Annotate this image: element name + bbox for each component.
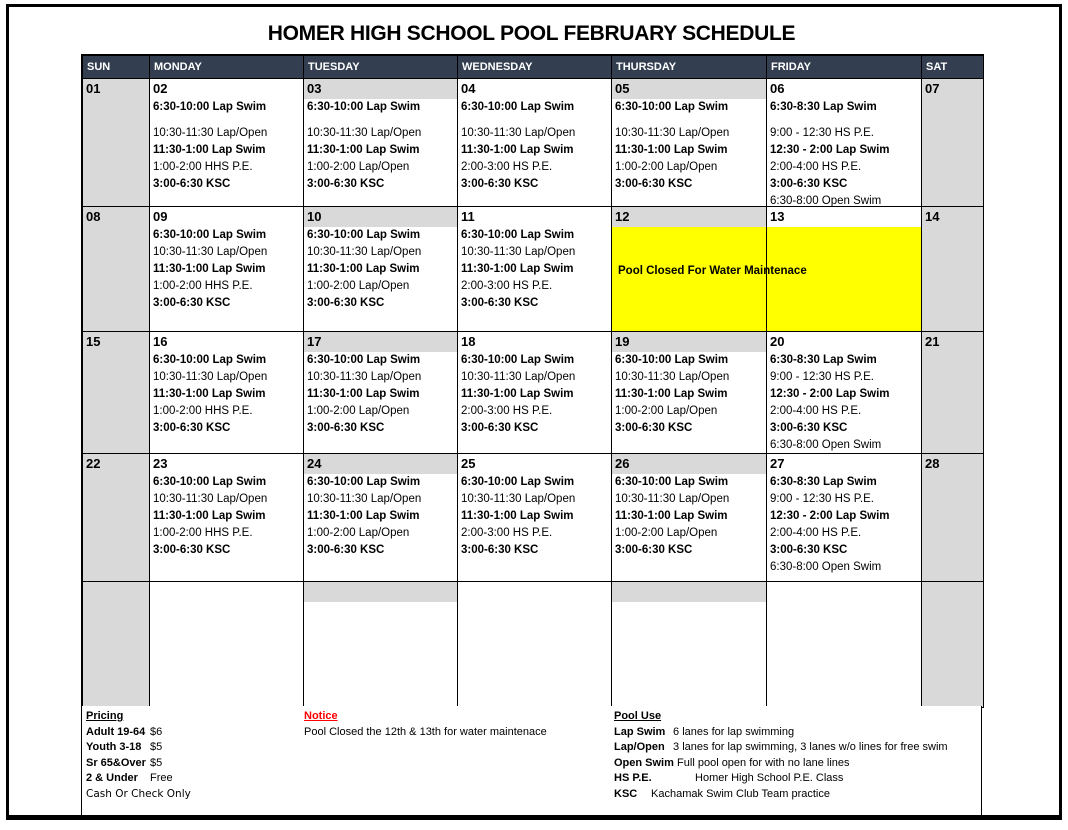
pricing-value: $5 — [150, 741, 163, 753]
schedule-line: 11:30-1:00 Lap Swim — [461, 263, 574, 275]
calendar-cell-14 — [922, 207, 984, 332]
calendar-cell-27 — [767, 454, 922, 582]
day-header-thursday: THURSDAY — [612, 56, 767, 79]
calendar-cell-28 — [922, 454, 984, 582]
schedule-line: 1:00-2:00 Lap/Open — [307, 527, 410, 539]
schedule-line: 9:00 - 12:30 HS P.E. — [770, 493, 874, 505]
cell-body — [83, 99, 149, 206]
cell-body — [767, 602, 921, 707]
day-number — [458, 582, 611, 602]
pool-use-label: HS P.E. — [614, 772, 652, 784]
calendar-cell-23 — [150, 454, 304, 582]
schedule-line: 10:30-11:30 Lap/Open — [461, 246, 576, 258]
pricing-header: Pricing — [86, 710, 124, 722]
schedule-line: 6:30-10:00 Lap Swim — [307, 101, 421, 113]
pricing-label: Sr 65&Over — [86, 756, 146, 769]
pool-use-description: Full pool open for with no lane lines — [674, 756, 850, 769]
day-number — [83, 582, 149, 602]
schedule-line: 10:30-11:30 Lap/Open — [153, 246, 268, 258]
schedule-line: 6:30-8:00 Open Swim — [770, 439, 882, 451]
pool-use-description: 6 lanes for lap swimming — [670, 725, 795, 738]
day-number: 25 — [461, 456, 476, 471]
day-number: 07 — [925, 81, 940, 96]
day-header-sun: SUN — [83, 56, 150, 79]
cell-body — [83, 602, 149, 707]
day-number: 09 — [153, 209, 168, 224]
calendar-cell-07 — [922, 79, 984, 207]
schedule-line: 10:30-11:30 Lap/Open — [615, 493, 730, 505]
schedule-line: 1:00-2:00 HHS P.E. — [153, 405, 253, 417]
day-number — [612, 582, 766, 602]
calendar-cell-11 — [458, 207, 612, 332]
schedule-line: 6:30-10:00 Lap Swim — [153, 354, 267, 366]
day-number: 24 — [304, 454, 457, 474]
schedule-line: 6:30-10:00 Lap Swim — [615, 476, 729, 488]
schedule-line: 10:30-11:30 Lap/Open — [153, 371, 268, 383]
pool-use-description: Homer High School P.E. Class — [692, 772, 844, 784]
schedule-line: 11:30-1:00 Lap Swim — [615, 388, 728, 400]
schedule-line: 6:30-10:00 Lap Swim — [153, 101, 267, 113]
day-header-tuesday: TUESDAY — [304, 56, 458, 79]
schedule-line: 3:00-6:30 KSC — [153, 544, 231, 556]
cell-body — [458, 602, 611, 707]
schedule-line: 3:00-6:30 KSC — [153, 178, 231, 190]
day-header-wednesday: WEDNESDAY — [458, 56, 612, 79]
pool-use-row — [614, 740, 948, 756]
pool-use-description: 3 lanes for lap swimming, 3 lanes w/o lines for free swim — [670, 741, 948, 753]
day-number: 20 — [770, 334, 785, 349]
schedule-line: 11:30-1:00 Lap Swim — [307, 510, 420, 522]
schedule-line: 2:00-3:00 HS P.E. — [461, 280, 553, 292]
schedule-line: 3:00-6:30 KSC — [461, 544, 539, 556]
day-number: 11 — [461, 209, 475, 224]
calendar-cell-empty — [458, 582, 612, 708]
day-number: 19 — [612, 332, 766, 352]
calendar-cell-24 — [304, 454, 458, 582]
schedule-line: 9:00 - 12:30 HS P.E. — [770, 371, 874, 383]
calendar-cell-empty — [83, 582, 150, 708]
pricing-row — [86, 756, 191, 772]
day-header-sat: SAT — [922, 56, 984, 79]
schedule-line: 1:00-2:00 Lap/Open — [307, 161, 410, 173]
calendar-cell-empty — [304, 582, 458, 708]
schedule-line: 11:30-1:00 Lap Swim — [307, 263, 420, 275]
schedule-line: 6:30-10:00 Lap Swim — [153, 229, 267, 241]
schedule-line: 11:30-1:00 Lap Swim — [153, 388, 266, 400]
schedule-line: 11:30-1:00 Lap Swim — [461, 388, 574, 400]
schedule-line: 6:30-10:00 Lap Swim — [615, 354, 729, 366]
day-number: 21 — [925, 334, 940, 349]
cell-body — [304, 474, 457, 581]
calendar-cell-06 — [767, 79, 922, 207]
cell-body — [612, 352, 766, 453]
calendar-cell-empty — [767, 582, 922, 708]
cell-body — [767, 352, 921, 453]
schedule-line: 2:00-4:00 HS P.E. — [770, 161, 862, 173]
calendar-cell-20 — [767, 332, 922, 454]
schedule-line: 11:30-1:00 Lap Swim — [153, 144, 266, 156]
pricing-value: $6 — [150, 725, 163, 738]
calendar-cell-05 — [612, 79, 767, 207]
cell-body — [922, 99, 983, 206]
schedule-line: 10:30-11:30 Lap/Open — [461, 493, 576, 505]
calendar-cell-08 — [83, 207, 150, 332]
schedule-line: 3:00-6:30 KSC — [307, 544, 385, 556]
day-header-friday: FRIDAY — [767, 56, 922, 79]
day-number — [150, 582, 303, 602]
pricing-section — [86, 709, 191, 802]
day-number: 22 — [86, 456, 101, 471]
schedule-line: 6:30-8:30 Lap Swim — [770, 354, 877, 366]
calendar-cell-10 — [304, 207, 458, 332]
schedule-line: 1:00-2:00 HHS P.E. — [153, 527, 253, 539]
schedule-line: 10:30-11:30 Lap/Open — [307, 371, 422, 383]
day-number: 02 — [153, 81, 168, 96]
pricing-value: $5 — [150, 756, 163, 769]
day-number: 16 — [153, 334, 168, 349]
cell-body — [922, 352, 983, 453]
pool-use-row — [614, 725, 948, 741]
cell-body — [767, 474, 921, 581]
schedule-line: 3:00-6:30 KSC — [461, 178, 539, 190]
pool-use-label: Lap Swim — [614, 725, 666, 738]
pricing-label: Youth 3-18 — [86, 741, 142, 753]
schedule-line: 11:30-1:00 Lap Swim — [461, 510, 574, 522]
day-number: 18 — [461, 334, 476, 349]
day-number — [922, 582, 983, 602]
day-number: 14 — [925, 209, 940, 224]
day-number: 01 — [86, 81, 101, 96]
day-number: 15 — [86, 334, 101, 349]
schedule-line: 3:00-6:30 KSC — [770, 178, 848, 190]
notice-text: Pool Closed the 12th & 13th for water maintenace — [304, 725, 547, 738]
schedule-line: 6:30-10:00 Lap Swim — [615, 101, 729, 113]
day-number: 03 — [304, 79, 457, 99]
schedule-line: 12:30 - 2:00 Lap Swim — [770, 510, 890, 522]
day-number: 05 — [612, 79, 766, 99]
schedule-line: 6:30-10:00 Lap Swim — [307, 229, 421, 241]
cell-body — [612, 99, 766, 206]
calendar-cell-15 — [83, 332, 150, 454]
schedule-line: 6:30-10:00 Lap Swim — [461, 229, 575, 241]
schedule-line: 2:00-3:00 HS P.E. — [461, 161, 553, 173]
calendar-cell-09 — [150, 207, 304, 332]
cell-body — [304, 602, 457, 707]
schedule-line: 1:00-2:00 Lap/Open — [307, 280, 410, 292]
cell-body — [304, 227, 457, 331]
calendar-cell-empty — [150, 582, 304, 708]
calendar-cell-25 — [458, 454, 612, 582]
schedule-line: 2:00-3:00 HS P.E. — [461, 527, 553, 539]
schedule-line: 6:30-10:00 Lap Swim — [461, 101, 575, 113]
calendar-cell-empty — [922, 582, 984, 708]
schedule-line: 3:00-6:30 KSC — [615, 544, 693, 556]
schedule-line: 1:00-2:00 Lap/Open — [615, 527, 718, 539]
schedule-line: 3:00-6:30 KSC — [461, 422, 539, 434]
schedule-line: 2:00-4:00 HS P.E. — [770, 405, 862, 417]
cell-body — [767, 227, 921, 331]
cell-body — [458, 227, 611, 331]
schedule-line: 6:30-10:00 Lap Swim — [461, 476, 575, 488]
cell-body — [150, 602, 303, 707]
schedule-line: 3:00-6:30 KSC — [153, 297, 231, 309]
schedule-line: 6:30-10:00 Lap Swim — [307, 354, 421, 366]
schedule-line: 6:30-8:00 Open Swim — [770, 561, 882, 573]
schedule-line: 1:00-2:00 HHS P.E. — [153, 280, 253, 292]
schedule-line: 10:30-11:30 Lap/Open — [461, 127, 576, 139]
schedule-line: 11:30-1:00 Lap Swim — [307, 144, 420, 156]
schedule-line: 1:00-2:00 Lap/Open — [615, 405, 718, 417]
pool-closed-banner-text: Pool Closed For Water Maintenace — [618, 265, 807, 277]
pool-use-header: Pool Use — [614, 710, 662, 722]
schedule-line: 11:30-1:00 Lap Swim — [461, 144, 574, 156]
calendar-cell-04 — [458, 79, 612, 207]
pool-use-label: Open Swim — [614, 756, 674, 769]
schedule-line: 11:30-1:00 Lap Swim — [153, 263, 266, 275]
schedule-line: 6:30-8:00 Open Swim — [770, 195, 882, 207]
cell-body — [150, 227, 303, 331]
day-number: 17 — [304, 332, 457, 352]
schedule-line: 3:00-6:30 KSC — [615, 422, 693, 434]
pool-use-section — [614, 709, 948, 802]
schedule-line: 3:00-6:30 KSC — [770, 422, 848, 434]
schedule-line: 1:00-2:00 Lap/Open — [615, 161, 718, 173]
day-number: 04 — [461, 81, 476, 96]
schedule-line: 1:00-2:00 Lap/Open — [307, 405, 410, 417]
pool-use-row — [614, 771, 948, 787]
pricing-footer: Cash Or Check Only — [86, 787, 191, 800]
pricing-row — [86, 740, 191, 756]
legend-box — [81, 706, 982, 816]
calendar-cell-17 — [304, 332, 458, 454]
pricing-label: 2 & Under — [86, 772, 138, 784]
cell-body — [612, 474, 766, 581]
page-title: HOMER HIGH SCHOOL POOL FEBRUARY SCHEDULE — [267, 22, 796, 45]
calendar-cell-02 — [150, 79, 304, 207]
schedule-line: 11:30-1:00 Lap Swim — [153, 510, 266, 522]
cell-body — [922, 227, 983, 331]
cell-body — [612, 602, 766, 707]
schedule-line: 10:30-11:30 Lap/Open — [615, 127, 730, 139]
cell-body — [83, 352, 149, 453]
cell-body — [458, 352, 611, 453]
schedule-line: 1:00-2:00 HHS P.E. — [153, 161, 253, 173]
calendar-cell-21 — [922, 332, 984, 454]
schedule-line: 10:30-11:30 Lap/Open — [307, 493, 422, 505]
schedule-line: 10:30-11:30 Lap/Open — [153, 127, 268, 139]
calendar-cell-01 — [83, 79, 150, 207]
calendar-cell-22 — [83, 454, 150, 582]
cell-body — [304, 352, 457, 453]
calendar-cell-18 — [458, 332, 612, 454]
schedule-line: 10:30-11:30 Lap/Open — [461, 371, 576, 383]
schedule-line: 11:30-1:00 Lap Swim — [615, 144, 728, 156]
schedule-line: 9:00 - 12:30 HS P.E. — [770, 127, 874, 139]
pool-use-label: KSC — [614, 787, 638, 800]
schedule-line: 2:00-3:00 HS P.E. — [461, 405, 553, 417]
pricing-row — [86, 771, 191, 787]
schedule-line: 12:30 - 2:00 Lap Swim — [770, 144, 890, 156]
schedule-line: 6:30-8:30 Lap Swim — [770, 476, 877, 488]
day-number: 27 — [770, 456, 785, 471]
schedule-line: 6:30-10:00 Lap Swim — [461, 354, 575, 366]
schedule-line: 3:00-6:30 KSC — [307, 178, 385, 190]
schedule-line: 6:30-10:00 Lap Swim — [307, 476, 421, 488]
schedule-line: 3:00-6:30 KSC — [307, 422, 385, 434]
pricing-row — [86, 725, 191, 741]
schedule-line: 3:00-6:30 KSC — [153, 422, 231, 434]
cell-body — [150, 99, 303, 206]
calendar-cell-26 — [612, 454, 767, 582]
cell-body — [83, 474, 149, 581]
pricing-value: Free — [150, 772, 173, 784]
cell-body — [767, 99, 921, 206]
schedule-line: 10:30-11:30 Lap/Open — [307, 127, 422, 139]
cell-body — [922, 602, 983, 707]
schedule-line: 3:00-6:30 KSC — [307, 297, 385, 309]
schedule-line: 10:30-11:30 Lap/Open — [307, 246, 422, 258]
calendar-grid — [81, 54, 984, 708]
pricing-label: Adult 19-64 — [86, 725, 146, 738]
day-number: 08 — [86, 209, 101, 224]
pool-use-row — [614, 756, 948, 772]
calendar-cell-empty — [612, 582, 767, 708]
day-number: 06 — [770, 81, 785, 96]
day-number: 12 — [612, 207, 766, 227]
schedule-line: 12:30 - 2:00 Lap Swim — [770, 388, 890, 400]
pool-use-description: Kachamak Swim Club Team practice — [648, 787, 830, 800]
schedule-line: 3:00-6:30 KSC — [770, 544, 848, 556]
schedule-line: 6:30-10:00 Lap Swim — [153, 476, 267, 488]
calendar-cell-16 — [150, 332, 304, 454]
schedule-line: 6:30-8:30 Lap Swim — [770, 101, 877, 113]
day-number: 23 — [153, 456, 168, 471]
cell-body — [612, 227, 807, 331]
day-number — [767, 582, 921, 602]
schedule-line: 3:00-6:30 KSC — [461, 297, 539, 309]
day-header-monday: MONDAY — [150, 56, 304, 79]
pool-use-label: Lap/Open — [614, 741, 665, 753]
day-number: 10 — [304, 207, 457, 227]
cell-body — [150, 352, 303, 453]
cell-body — [458, 99, 611, 206]
cell-body — [458, 474, 611, 581]
calendar-cell-19 — [612, 332, 767, 454]
pool-use-row — [614, 787, 948, 803]
day-number: 26 — [612, 454, 766, 474]
cell-body — [922, 474, 983, 581]
day-number: 28 — [925, 456, 940, 471]
schedule-line: 11:30-1:00 Lap Swim — [615, 510, 728, 522]
pricing-rows — [86, 725, 191, 787]
calendar-cell-03 — [304, 79, 458, 207]
notice-header: Notice — [304, 710, 338, 722]
schedule-line: 2:00-4:00 HS P.E. — [770, 527, 862, 539]
schedule-line: 10:30-11:30 Lap/Open — [153, 493, 268, 505]
day-number — [304, 582, 457, 602]
schedule-line: 11:30-1:00 Lap Swim — [307, 388, 420, 400]
cell-body — [150, 474, 303, 581]
cell-body — [83, 227, 149, 331]
cell-body — [304, 99, 457, 206]
schedule-line: 10:30-11:30 Lap/Open — [615, 371, 730, 383]
notice-section — [304, 709, 547, 740]
schedule-line: 3:00-6:30 KSC — [615, 178, 693, 190]
day-number: 13 — [770, 209, 785, 224]
